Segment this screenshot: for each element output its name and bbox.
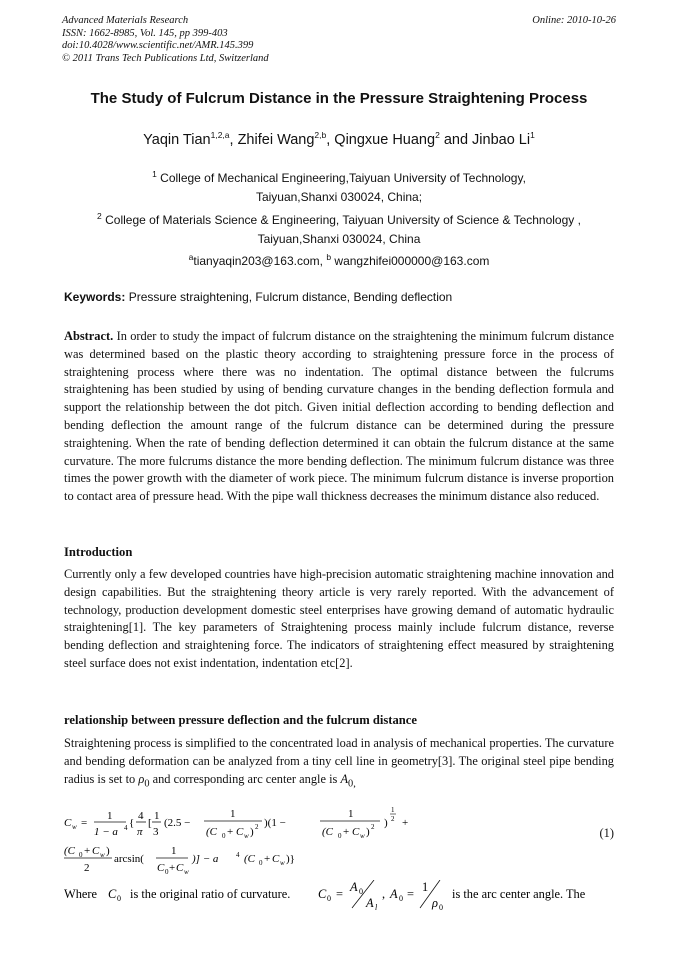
- where-mid: is the original ratio of curvature.: [130, 887, 291, 901]
- affiliation-sup: 2: [97, 211, 102, 221]
- eq-term: (2.5 −: [164, 817, 191, 829]
- where-sub: 0: [439, 903, 443, 912]
- section-heading: relationship between pressure deflection and the fulcrum distance: [64, 713, 417, 727]
- eq-sub: w: [360, 832, 365, 840]
- eq-sub: w: [280, 859, 285, 867]
- abstract-text: In order to study the impact of fulcrum distance on the straightening the minimum fulcrum distance was determined based on the plastic theory according to straightening pressure force in the process of straightening process where there was no indentation. The optimal distance between the fulcrums straightening has been studied by using of bending curvature changes in the bending deflection formula and support the relationship between the dot pitch. Given initial deflection according to bending deflection and bending deflection the amount range of the fulcrum distance can be determined during the pressure straightening. When the rate of bending deflection determined it can obtain the fulcrum distance at the same curvature. The more fulcrums distance the more bending deflection. The minimum fulcrum distance was three times the power growth with the diameter of work piece. The minimum fulcrum distance is inverse proportion to contact area of pressure head. With the pipe wall thickness decreases the minimum distance also reduced.: [64, 329, 614, 504]
- eq-bracket: [: [148, 817, 152, 829]
- where-a: A: [390, 887, 398, 901]
- eq-num: (C: [64, 845, 75, 857]
- email-b[interactable]: wangzhifei000000@163.com: [334, 254, 490, 268]
- keywords-text: Pressure straightening, Fulcrum distance, Bending deflection: [128, 290, 453, 304]
- issn-line: ISSN: 1662-8985, Vol. 145, pp 399-403: [62, 27, 228, 39]
- eq-paren: ): [106, 845, 110, 857]
- author-sup: 2,b: [314, 130, 327, 140]
- eq-op: +: [84, 845, 91, 857]
- eq-arcsin: arcsin(: [114, 853, 144, 865]
- section-body: Straightening process is simplified to the concentrated load in analysis of mechanical properties. The curvature and bending deformation can be analyzed from a tiny cell line in geometry[3]. The original steel pipe bending radius is set to: [64, 736, 614, 786]
- a-sub: 0,: [348, 778, 356, 790]
- eq-paren: ): [250, 826, 254, 838]
- eq-term: )] − a: [192, 853, 219, 865]
- email-a[interactable]: tianyaqin203@163.com,: [193, 254, 323, 268]
- eq-exp: 4: [124, 824, 128, 832]
- keywords-label: Keywords:: [64, 290, 126, 304]
- eq-num: 1: [107, 810, 113, 822]
- author-name: Zhifei Wang: [237, 131, 315, 148]
- section-body-2: and corresponding arc center angle is: [152, 771, 338, 786]
- email-sup: a: [188, 252, 194, 262]
- eq-equals: =: [81, 817, 88, 829]
- affiliation-line: Taiyuan,Shanxi 030024, China;: [255, 190, 423, 204]
- section-text: [64, 735, 614, 793]
- eq-cw: C: [64, 817, 72, 829]
- where-sub: 0: [117, 894, 121, 903]
- where-sub: 0: [399, 894, 403, 903]
- where-suffix: is the arc center angle. The: [452, 887, 586, 901]
- author-sep: ,: [229, 131, 238, 148]
- where-prefix: Where: [64, 887, 98, 901]
- affiliation-line: College of Materials Science & Engineering, Taiyuan University of Science & Technology ,: [105, 213, 581, 227]
- online-date: Online: 2010-10-26: [532, 15, 616, 26]
- running-header: [62, 15, 616, 65]
- eq-sub: 0: [165, 868, 169, 874]
- eq-op: +: [169, 862, 176, 874]
- a-symbol: A: [340, 771, 349, 786]
- eq-den: 1 − a: [94, 826, 118, 838]
- eq-paren: ): [366, 826, 370, 838]
- where-rho: ρ: [432, 896, 438, 910]
- eq-op: +: [402, 817, 409, 829]
- doi-line: doi:10.4028/www.scientific.net/AMR.145.399: [62, 40, 254, 51]
- author-name: Qingxue Huang: [334, 131, 436, 148]
- author-name: Yaqin Tian: [143, 131, 211, 148]
- rho-sub: 0: [144, 778, 150, 790]
- eq-den: (C: [322, 826, 333, 838]
- author-sep: ,: [326, 131, 335, 148]
- abstract: [64, 328, 614, 506]
- eq-den: (C: [206, 826, 217, 838]
- eq-sub: w: [184, 868, 189, 874]
- eq-num: 1: [230, 808, 236, 820]
- where-sub: 0: [327, 894, 331, 903]
- eq-term: C: [272, 853, 280, 865]
- eq-exp: 2: [391, 815, 395, 823]
- eq-den: C: [236, 826, 244, 838]
- eq-sub: 0: [259, 859, 263, 867]
- eq-exp: 4: [236, 851, 240, 859]
- where-one: 1: [422, 880, 429, 894]
- eq-num: 1: [154, 810, 160, 822]
- where-a: A: [366, 896, 374, 910]
- eq-op: +: [264, 853, 271, 865]
- equation-1: [64, 796, 616, 874]
- affiliation-2: [0, 207, 678, 249]
- eq-paren: ): [384, 817, 388, 829]
- abstract-label: Abstract.: [64, 329, 114, 343]
- author-sep: and: [439, 131, 473, 148]
- eq-den: 3: [153, 826, 159, 838]
- eq-den: C: [176, 862, 184, 874]
- eq-brace: {: [129, 817, 135, 829]
- keywords: [64, 290, 616, 304]
- eq-term: )}: [286, 853, 295, 865]
- eq-sub: w: [244, 832, 249, 840]
- where-a: A: [350, 880, 358, 894]
- author-sup: 1,2,a: [210, 130, 230, 140]
- author-sup: 1: [530, 130, 535, 140]
- affiliation-1: [0, 165, 678, 207]
- eq-sub: w: [72, 823, 77, 831]
- affiliation-line: College of Mechanical Engineering,Taiyuan University of Technology,: [160, 171, 526, 185]
- eq-num: 4: [138, 810, 144, 822]
- where-line: [64, 880, 616, 912]
- eq-num: 1: [348, 808, 354, 820]
- eq-sub: 0: [338, 832, 342, 840]
- where-eq: =: [336, 887, 343, 901]
- eq-exp: 2: [371, 823, 375, 831]
- author-sup: 2: [435, 130, 440, 140]
- where-eq: =: [407, 887, 414, 901]
- introduction-heading: Introduction: [64, 545, 133, 559]
- author-name: Jinbao Li: [472, 131, 531, 148]
- email-line: [0, 252, 678, 268]
- eq-num: 1: [171, 845, 177, 857]
- eq-den: C: [352, 826, 360, 838]
- eq-exp: 1: [391, 806, 395, 814]
- eq-sub: w: [100, 851, 105, 859]
- eq-exp: 2: [255, 823, 259, 831]
- eq-sub: 0: [79, 851, 83, 859]
- affiliation-sup: 1: [152, 169, 157, 179]
- eq-term: )(1 −: [264, 817, 286, 829]
- eq-op: +: [343, 826, 350, 838]
- eq-den: 2: [84, 862, 90, 874]
- journal-name: Advanced Materials Research: [62, 15, 189, 26]
- copyright-line: © 2011 Trans Tech Publications Ltd, Switzerland: [62, 52, 269, 64]
- eq-den: C: [157, 862, 165, 874]
- where-c: C: [108, 887, 117, 901]
- author-list: [0, 130, 678, 148]
- introduction-text: Currently only a few developed countries have high-precision automatic straightening machine innovation and design capabilities. But the straightening theory article is very rarely reported. With the advancement of technology, production development domestic steel enterprises have growing demand of automatic hydraulic straightening[1]. The key parameters of Straightening process mainly include fulcrum distance, reverse bending deflection and straightening force. The indicators of straightening effect measured by straightening steel surface does not exist indentation, indentation etc[2].: [64, 567, 614, 670]
- eq-term: (C: [244, 853, 255, 865]
- equation-number: (1): [599, 826, 614, 840]
- where-comma: ,: [382, 887, 386, 901]
- email-sup: b: [326, 252, 332, 262]
- affiliation-line: Taiyuan,Shanxi 030024, China: [257, 232, 421, 246]
- where-c: C: [318, 887, 327, 901]
- rho-symbol: ρ: [138, 771, 145, 786]
- eq-num: C: [92, 845, 100, 857]
- eq-op: +: [227, 826, 234, 838]
- eq-sub: 0: [222, 832, 226, 840]
- where-sub: l: [375, 903, 378, 912]
- paper-title: The Study of Fulcrum Distance in the Pressure Straightening Process: [90, 90, 588, 107]
- where-sub: 0: [359, 887, 363, 896]
- eq-pi: π: [137, 826, 143, 838]
